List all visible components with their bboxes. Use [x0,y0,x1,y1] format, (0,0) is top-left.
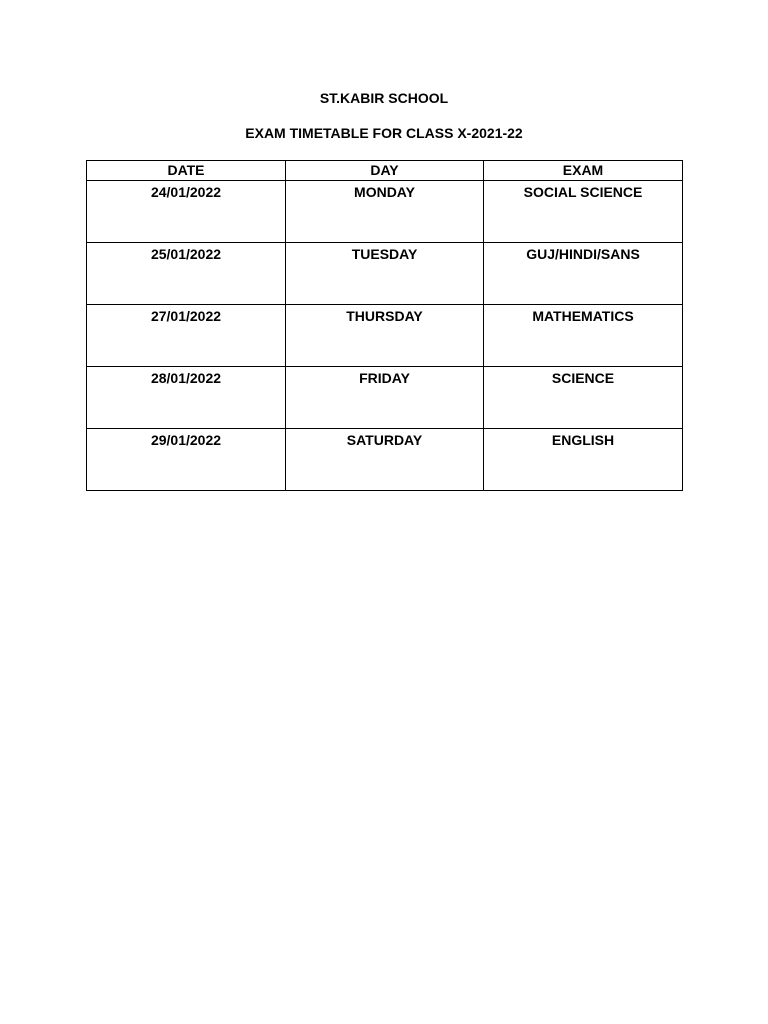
date-cell: 28/01/2022 [87,367,286,429]
date-cell: 27/01/2022 [87,305,286,367]
exam-cell: SOCIAL SCIENCE [484,181,683,243]
day-cell: THURSDAY [286,305,484,367]
table-row [87,429,683,491]
day-cell: TUESDAY [286,243,484,305]
exam-cell: GUJ/HINDI/SANS [484,243,683,305]
school-name: ST.KABIR SCHOOL [319,90,449,106]
table-body [87,181,683,491]
table-header [87,161,683,181]
header-row [87,161,683,181]
column-header-exam: EXAM [484,161,683,181]
column-header-date: DATE [87,161,286,181]
exam-timetable [86,160,683,491]
exam-title: EXAM TIMETABLE FOR CLASS X-2021-22 [245,125,523,141]
table-row [87,367,683,429]
day-cell: FRIDAY [286,367,484,429]
day-cell: SATURDAY [286,429,484,491]
table-row [87,305,683,367]
exam-cell: SCIENCE [484,367,683,429]
exam-cell: ENGLISH [484,429,683,491]
exam-cell: MATHEMATICS [484,305,683,367]
date-cell: 29/01/2022 [87,429,286,491]
table-row [87,181,683,243]
date-cell: 24/01/2022 [87,181,286,243]
date-cell: 25/01/2022 [87,243,286,305]
table-row [87,243,683,305]
column-header-day: DAY [286,161,484,181]
day-cell: MONDAY [286,181,484,243]
